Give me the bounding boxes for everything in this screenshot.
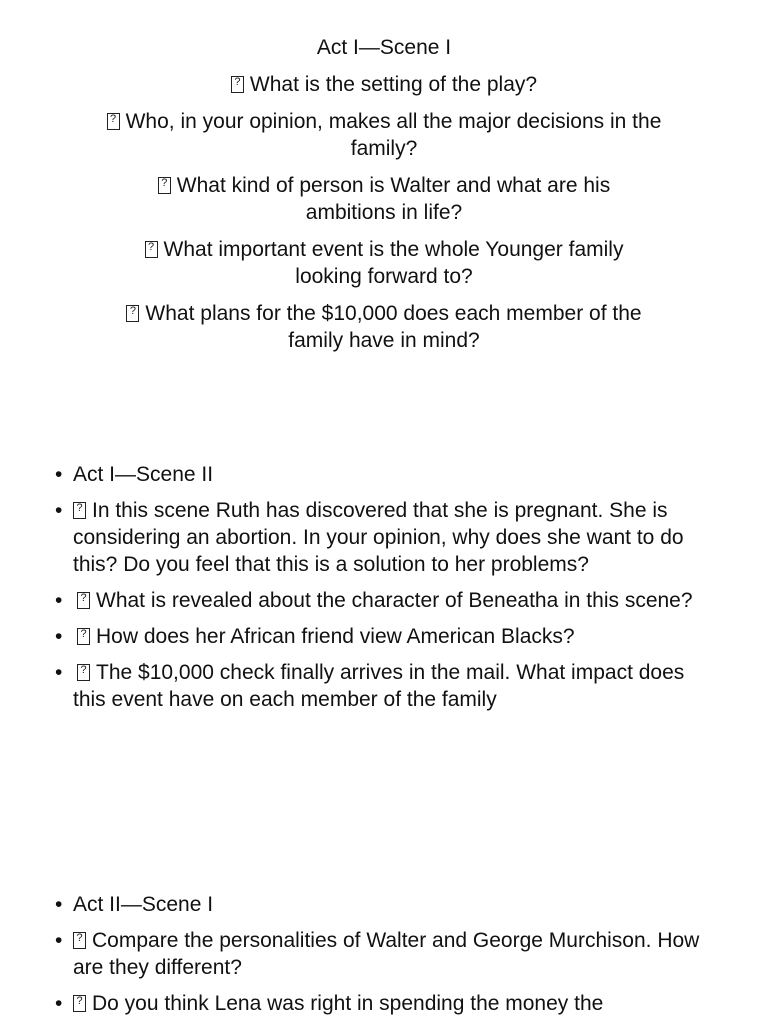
act1-scene2-question: ?• The $10,000 check finally arrives in the mail. What impact does this event have on each member of the family	[55, 659, 715, 713]
act1-scene2-question: ?• In this scene Ruth has discovered that she is pregnant. She is considering an abortion. In your opinion, why does she want to do this? Do you feel that this is a solution to her problems?	[55, 497, 715, 578]
missing-glyph-icon	[77, 664, 90, 681]
act1-scene1-question: ?What plans for the $10,000 does each member of the family have in mind?	[80, 300, 688, 354]
missing-glyph-icon	[231, 76, 244, 93]
missing-glyph-icon	[126, 305, 139, 322]
act2-scene1-question: ?• Do you think Lena was right in spending the money the	[55, 990, 715, 1017]
act1-scene2-title: • Act I—Scene II	[55, 461, 715, 488]
act2-scene1-title: • Act II—Scene I	[55, 891, 715, 918]
act1-scene1-title: Act I—Scene I	[316, 36, 452, 59]
missing-glyph-icon	[77, 592, 90, 609]
act1-scene1-section	[80, 34, 688, 364]
missing-glyph-icon	[73, 932, 86, 949]
act1-scene1-question: ?What kind of person is Walter and what are his ambitions in life?	[80, 172, 688, 226]
missing-glyph-icon	[145, 241, 158, 258]
act2-scene1-question: ?• Compare the personalities of Walter and George Murchison. How are they different?	[55, 927, 715, 981]
act1-scene2-question: ?• What is revealed about the character of Beneatha in this scene?	[55, 587, 715, 614]
missing-glyph-icon	[158, 177, 171, 194]
missing-glyph-icon	[107, 113, 120, 130]
act1-scene1-question: ?What important event is the whole Younger family looking forward to?	[80, 236, 688, 290]
act1-scene1-question: ?Who, in your opinion, makes all the major decisions in the family?	[80, 108, 688, 162]
act1-scene1-question: ?What is the setting of the play?	[80, 71, 688, 98]
missing-glyph-icon	[77, 628, 90, 645]
act1-scene2-question: ?• How does her African friend view American Blacks?	[55, 623, 715, 650]
missing-glyph-icon	[73, 995, 86, 1012]
act2-scene1-section	[55, 891, 715, 1024]
act1-scene2-section	[55, 461, 715, 722]
missing-glyph-icon	[73, 502, 86, 519]
